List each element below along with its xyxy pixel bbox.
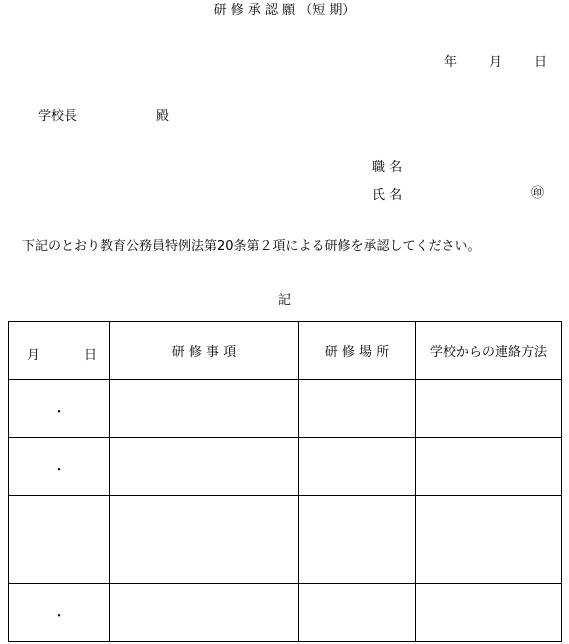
addressee-label: 学校長	[38, 109, 78, 124]
place-cell[interactable]	[299, 438, 416, 496]
table-row	[9, 496, 562, 584]
page-title: 研 修 承 認 願 （短 期）	[213, 3, 356, 18]
header-day: 日	[83, 348, 97, 363]
header-contact: 学校からの連絡方法	[416, 322, 562, 380]
ki-label: 記	[278, 293, 292, 308]
date-cell[interactable]: ・	[9, 380, 110, 438]
table-header-row	[9, 322, 562, 380]
date-cell[interactable]: ・	[9, 438, 110, 496]
content-cell[interactable]	[110, 380, 299, 438]
table-row	[9, 380, 562, 438]
table-row	[9, 584, 562, 642]
day-label: 日	[534, 55, 548, 70]
header-date	[9, 322, 110, 380]
month-label: 月	[489, 55, 503, 70]
content-cell[interactable]	[110, 496, 299, 584]
contact-cell[interactable]	[416, 496, 562, 584]
date-cell[interactable]	[9, 496, 110, 584]
training-table	[8, 321, 562, 642]
place-cell[interactable]	[299, 496, 416, 584]
table-row	[9, 438, 562, 496]
place-cell[interactable]	[299, 584, 416, 642]
date-cell[interactable]: ・	[9, 584, 110, 642]
header-content: 研 修 事 項	[110, 322, 299, 380]
addressee-honorific: 殿	[156, 109, 170, 124]
contact-cell[interactable]	[416, 584, 562, 642]
addressee	[38, 110, 178, 123]
contact-cell[interactable]	[416, 380, 562, 438]
position-label: 職 名	[372, 160, 403, 175]
header-month: 月	[27, 348, 41, 363]
content-cell[interactable]	[110, 584, 299, 642]
content-cell[interactable]	[110, 438, 299, 496]
contact-cell[interactable]	[416, 438, 562, 496]
name-label: 氏 名	[372, 188, 403, 203]
year-label: 年	[444, 55, 458, 70]
header-place: 研 修 場 所	[299, 322, 416, 380]
request-statement: 下記のとおり教育公務員特例法第20条第２項による研修を承認してください。	[22, 239, 481, 254]
seal-icon: ㊞	[531, 186, 545, 201]
place-cell[interactable]	[299, 380, 416, 438]
